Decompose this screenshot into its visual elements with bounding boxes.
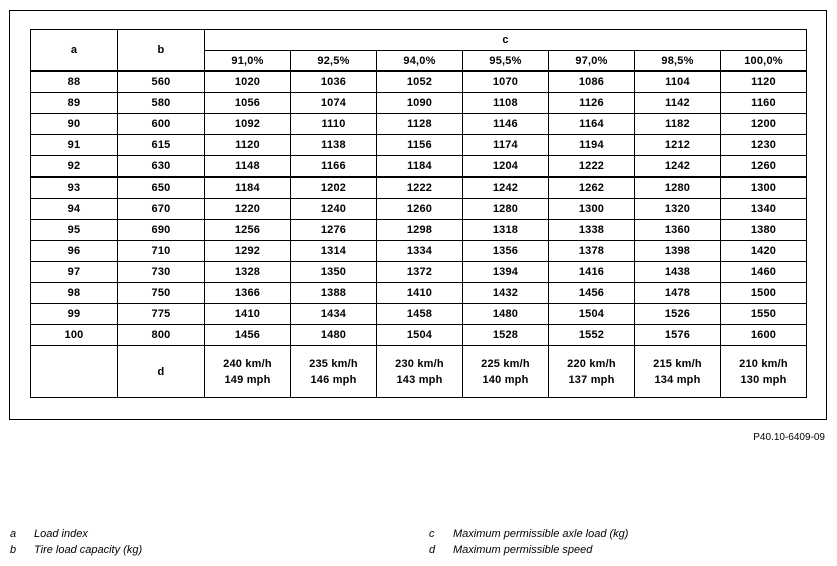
axle-load-cell: 1222 — [549, 156, 635, 178]
legend-key: c — [429, 528, 435, 540]
axle-load-cell: 1070 — [463, 71, 549, 93]
legend-item-d — [429, 544, 592, 556]
load-index-cell: 89 — [31, 93, 118, 114]
tire-capacity-cell: 775 — [118, 304, 205, 325]
speed-cell — [549, 346, 635, 398]
axle-load-cell: 1478 — [635, 283, 721, 304]
tire-capacity-cell: 800 — [118, 325, 205, 346]
axle-load-cell: 1504 — [377, 325, 463, 346]
table-row — [31, 135, 807, 156]
axle-load-cell: 1318 — [463, 220, 549, 241]
load-index-cell: 91 — [31, 135, 118, 156]
speed-mph: 134 mph — [654, 373, 701, 386]
legend-item-a — [10, 528, 88, 540]
axle-load-cell: 1280 — [463, 199, 549, 220]
axle-load-cell: 1380 — [721, 220, 807, 241]
axle-load-cell: 1410 — [205, 304, 291, 325]
table-row — [31, 71, 807, 93]
axle-load-cell: 1056 — [205, 93, 291, 114]
axle-load-cell: 1356 — [463, 241, 549, 262]
axle-load-cell: 1262 — [549, 177, 635, 199]
axle-load-cell: 1148 — [205, 156, 291, 178]
axle-load-cell: 1526 — [635, 304, 721, 325]
speed-kmh: 230 km/h — [395, 357, 444, 370]
speed-kmh: 235 km/h — [309, 357, 358, 370]
header-percent-cell: 91,0% — [205, 51, 291, 72]
axle-load-cell: 1108 — [463, 93, 549, 114]
axle-load-cell: 1156 — [377, 135, 463, 156]
axle-load-cell: 1394 — [463, 262, 549, 283]
axle-load-cell: 1126 — [549, 93, 635, 114]
axle-load-cell: 1500 — [721, 283, 807, 304]
axle-load-cell: 1020 — [205, 71, 291, 93]
axle-load-cell: 1260 — [721, 156, 807, 178]
axle-load-cell: 1164 — [549, 114, 635, 135]
speed-mph: 146 mph — [310, 373, 357, 386]
axle-load-cell: 1120 — [721, 71, 807, 93]
axle-load-cell: 1410 — [377, 283, 463, 304]
axle-load-cell: 1480 — [463, 304, 549, 325]
legend-key: b — [10, 544, 17, 556]
axle-load-cell: 1550 — [721, 304, 807, 325]
axle-load-cell: 1350 — [291, 262, 377, 283]
axle-load-cell: 1092 — [205, 114, 291, 135]
header-percent-cell: 95,5% — [463, 51, 549, 72]
table-row — [31, 93, 807, 114]
load-table — [30, 29, 807, 398]
tire-capacity-cell: 650 — [118, 177, 205, 199]
tire-capacity-cell: 750 — [118, 283, 205, 304]
axle-load-cell: 1528 — [463, 325, 549, 346]
axle-load-cell: 1328 — [205, 262, 291, 283]
header-axle-load: c — [205, 30, 807, 51]
tire-capacity-cell: 690 — [118, 220, 205, 241]
header-load-index: a — [31, 30, 118, 72]
axle-load-cell: 1182 — [635, 114, 721, 135]
figure-code: P40.10-6409-09 — [753, 432, 825, 443]
speed-kmh: 220 km/h — [567, 357, 616, 370]
axle-load-cell: 1366 — [205, 283, 291, 304]
axle-load-cell: 1220 — [205, 199, 291, 220]
load-index-cell: 93 — [31, 177, 118, 199]
load-index-cell: 95 — [31, 220, 118, 241]
axle-load-cell: 1300 — [721, 177, 807, 199]
axle-load-cell: 1504 — [549, 304, 635, 325]
speed-cell — [721, 346, 807, 398]
speed-mph: 137 mph — [568, 373, 615, 386]
axle-load-cell: 1280 — [635, 177, 721, 199]
tire-capacity-cell: 630 — [118, 156, 205, 178]
axle-load-cell: 1242 — [635, 156, 721, 178]
load-index-cell: 88 — [31, 71, 118, 93]
tire-capacity-cell: 615 — [118, 135, 205, 156]
axle-load-cell: 1160 — [721, 93, 807, 114]
axle-load-cell: 1110 — [291, 114, 377, 135]
tire-capacity-cell: 560 — [118, 71, 205, 93]
axle-load-cell: 1480 — [291, 325, 377, 346]
load-index-cell: 94 — [31, 199, 118, 220]
axle-load-cell: 1340 — [721, 199, 807, 220]
legend-text: Maximum permissible axle load (kg) — [453, 528, 629, 540]
axle-load-cell: 1360 — [635, 220, 721, 241]
tire-capacity-cell: 580 — [118, 93, 205, 114]
axle-load-cell: 1086 — [549, 71, 635, 93]
speed-cell — [205, 346, 291, 398]
tire-capacity-cell: 730 — [118, 262, 205, 283]
speed-cell — [635, 346, 721, 398]
axle-load-cell: 1184 — [377, 156, 463, 178]
speed-row-blank-cell — [31, 346, 118, 398]
header-tire-capacity: b — [118, 30, 205, 72]
axle-load-cell: 1420 — [721, 241, 807, 262]
speed-mph: 149 mph — [224, 373, 271, 386]
legend-text: Load index — [34, 528, 88, 540]
table-row — [31, 177, 807, 199]
axle-load-cell: 1230 — [721, 135, 807, 156]
load-index-cell: 92 — [31, 156, 118, 178]
speed-kmh: 215 km/h — [653, 357, 702, 370]
speed-mph: 130 mph — [740, 373, 787, 386]
axle-load-cell: 1120 — [205, 135, 291, 156]
axle-load-cell: 1334 — [377, 241, 463, 262]
axle-load-cell: 1166 — [291, 156, 377, 178]
header-percent-cell: 100,0% — [721, 51, 807, 72]
axle-load-cell: 1194 — [549, 135, 635, 156]
speed-cell — [291, 346, 377, 398]
speed-cell — [377, 346, 463, 398]
axle-load-cell: 1416 — [549, 262, 635, 283]
table-row — [31, 220, 807, 241]
axle-load-cell: 1240 — [291, 199, 377, 220]
load-index-cell: 100 — [31, 325, 118, 346]
speed-row — [31, 346, 807, 398]
axle-load-cell: 1458 — [377, 304, 463, 325]
table-row — [31, 283, 807, 304]
speed-label-cell: d — [118, 346, 205, 398]
legend-key: d — [429, 544, 436, 556]
axle-load-cell: 1432 — [463, 283, 549, 304]
table-row — [31, 199, 807, 220]
axle-load-cell: 1298 — [377, 220, 463, 241]
legend-text: Tire load capacity (kg) — [34, 544, 143, 556]
load-index-cell: 96 — [31, 241, 118, 262]
legend-text: Maximum permissible speed — [453, 544, 593, 556]
axle-load-cell: 1314 — [291, 241, 377, 262]
load-index-cell: 99 — [31, 304, 118, 325]
axle-load-cell: 1090 — [377, 93, 463, 114]
tire-capacity-cell: 670 — [118, 199, 205, 220]
axle-load-cell: 1104 — [635, 71, 721, 93]
axle-load-cell: 1128 — [377, 114, 463, 135]
axle-load-cell: 1142 — [635, 93, 721, 114]
table-row — [31, 325, 807, 346]
table-row — [31, 304, 807, 325]
header-percent-cell: 92,5% — [291, 51, 377, 72]
axle-load-cell: 1052 — [377, 71, 463, 93]
load-index-cell: 97 — [31, 262, 118, 283]
speed-cell — [463, 346, 549, 398]
axle-load-cell: 1174 — [463, 135, 549, 156]
axle-load-cell: 1200 — [721, 114, 807, 135]
axle-load-cell: 1378 — [549, 241, 635, 262]
axle-load-cell: 1146 — [463, 114, 549, 135]
load-index-cell: 90 — [31, 114, 118, 135]
legend-key: a — [10, 528, 17, 540]
axle-load-cell: 1074 — [291, 93, 377, 114]
axle-load-cell: 1260 — [377, 199, 463, 220]
axle-load-cell: 1202 — [291, 177, 377, 199]
header-percent-cell: 94,0% — [377, 51, 463, 72]
table-row — [31, 241, 807, 262]
axle-load-cell: 1300 — [549, 199, 635, 220]
axle-load-cell: 1212 — [635, 135, 721, 156]
speed-mph: 140 mph — [482, 373, 529, 386]
axle-load-cell: 1184 — [205, 177, 291, 199]
table-row — [31, 114, 807, 135]
axle-load-cell: 1276 — [291, 220, 377, 241]
axle-load-cell: 1338 — [549, 220, 635, 241]
header-percent-cell: 97,0% — [549, 51, 635, 72]
tire-capacity-cell: 600 — [118, 114, 205, 135]
speed-kmh: 210 km/h — [739, 357, 788, 370]
axle-load-cell: 1438 — [635, 262, 721, 283]
axle-load-cell: 1552 — [549, 325, 635, 346]
legend-item-c — [429, 528, 628, 540]
axle-load-cell: 1204 — [463, 156, 549, 178]
axle-load-cell: 1036 — [291, 71, 377, 93]
table-row — [31, 156, 807, 178]
header-row — [31, 30, 807, 51]
axle-load-cell: 1242 — [463, 177, 549, 199]
header-percent-cell: 98,5% — [635, 51, 721, 72]
axle-load-cell: 1456 — [549, 283, 635, 304]
speed-kmh: 225 km/h — [481, 357, 530, 370]
axle-load-cell: 1138 — [291, 135, 377, 156]
speed-mph: 143 mph — [396, 373, 443, 386]
axle-load-cell: 1256 — [205, 220, 291, 241]
axle-load-cell: 1460 — [721, 262, 807, 283]
axle-load-cell: 1576 — [635, 325, 721, 346]
axle-load-cell: 1434 — [291, 304, 377, 325]
axle-load-cell: 1600 — [721, 325, 807, 346]
legend-item-b — [10, 544, 142, 556]
speed-kmh: 240 km/h — [223, 357, 272, 370]
axle-load-cell: 1398 — [635, 241, 721, 262]
axle-load-cell: 1292 — [205, 241, 291, 262]
load-index-cell: 98 — [31, 283, 118, 304]
axle-load-cell: 1456 — [205, 325, 291, 346]
tire-capacity-cell: 710 — [118, 241, 205, 262]
table-row — [31, 262, 807, 283]
axle-load-cell: 1222 — [377, 177, 463, 199]
axle-load-cell: 1320 — [635, 199, 721, 220]
axle-load-cell: 1388 — [291, 283, 377, 304]
axle-load-cell: 1372 — [377, 262, 463, 283]
